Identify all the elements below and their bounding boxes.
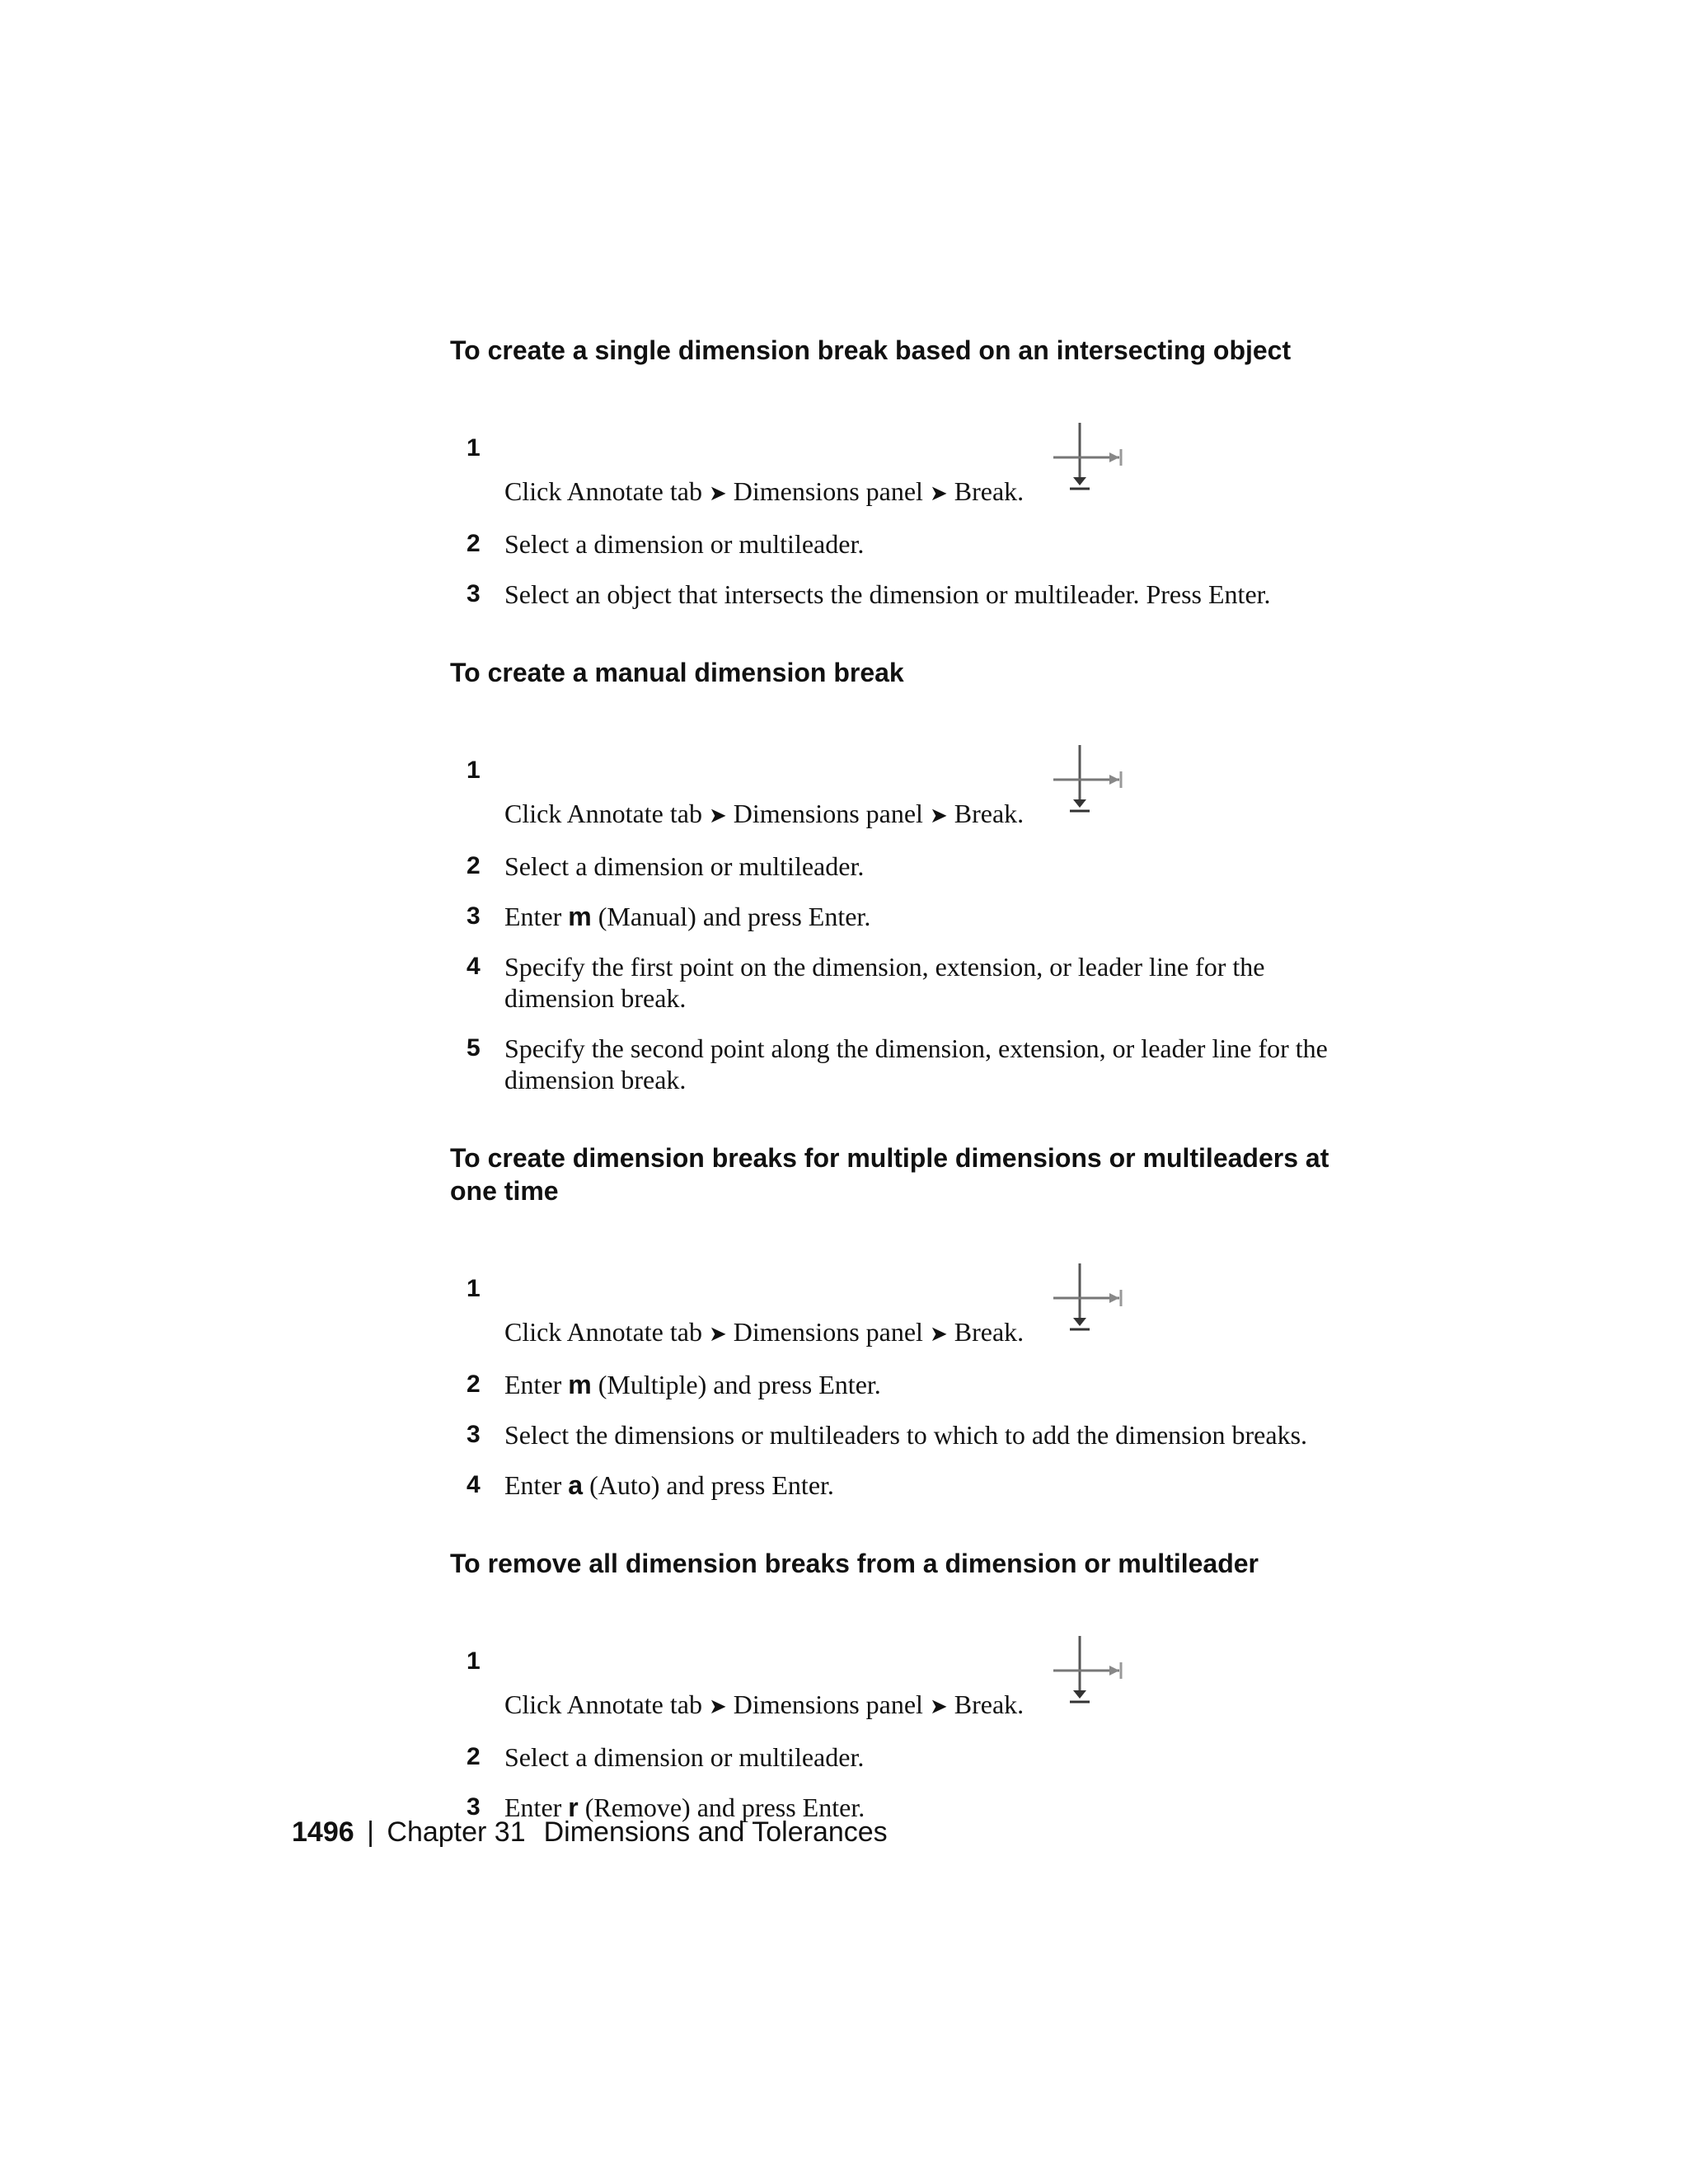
step-text: Specify the first point on the dimension, extension, or leader line for the dimension break.	[504, 952, 1265, 1013]
menu-arrow-icon: ➤	[708, 804, 727, 828]
footer-separator: |	[367, 1816, 374, 1848]
section-heading: To create dimension breaks for multiple dimensions or multileaders at one time	[450, 1143, 1329, 1206]
step-item	[450, 851, 1340, 882]
step-text: Specify the second point along the dimension, extension, or leader line for the dimension break.	[504, 1033, 1328, 1094]
step-text: Dimensions panel	[733, 1690, 923, 1719]
step-item	[450, 1646, 1340, 1722]
dimension-break-icon	[1050, 421, 1126, 494]
step-item	[450, 1369, 1340, 1400]
section-multiple-breaks	[450, 1141, 1340, 1501]
chapter-label: Chapter 31	[387, 1816, 526, 1848]
step-number: 1	[467, 757, 481, 784]
step-item	[450, 1469, 1340, 1501]
step-item	[450, 755, 1340, 832]
step-item	[450, 1741, 1340, 1773]
menu-arrow-icon: ➤	[929, 1322, 948, 1347]
section-manual-break	[450, 656, 1340, 1095]
step-item	[450, 901, 1340, 932]
step-number: 4	[467, 1471, 481, 1498]
step-number: 2	[467, 1743, 481, 1770]
section-remove-breaks	[450, 1547, 1340, 1823]
step-number: 5	[467, 1034, 481, 1062]
section-heading: To create a manual dimension break	[450, 658, 904, 687]
step-item	[450, 1419, 1340, 1451]
step-text: Enter	[504, 902, 562, 931]
step-text: Break.	[954, 799, 1025, 828]
dimension-break-icon	[1050, 743, 1126, 816]
step-text: Click Annotate tab	[504, 799, 702, 828]
step-item	[450, 1273, 1340, 1350]
step-text: (Manual) and press Enter.	[598, 902, 871, 931]
menu-arrow-icon: ➤	[929, 804, 948, 828]
step-list	[450, 433, 1340, 610]
step-number: 2	[467, 852, 481, 879]
page-footer	[292, 1816, 888, 1849]
step-text: Dimensions panel	[733, 799, 923, 828]
page-content	[450, 334, 1340, 1823]
step-text: Break.	[954, 1317, 1025, 1347]
step-text: Enter	[504, 1793, 562, 1822]
dimension-break-icon	[1050, 1634, 1126, 1707]
step-number: 3	[467, 902, 481, 930]
step-number: 3	[467, 1793, 481, 1821]
step-text: Click Annotate tab	[504, 1317, 702, 1347]
step-list	[450, 1273, 1340, 1501]
step-list	[450, 755, 1340, 1095]
step-text: Select a dimension or multileader.	[504, 529, 865, 559]
menu-arrow-icon: ➤	[708, 1322, 727, 1347]
step-text: (Multiple) and press Enter.	[598, 1370, 881, 1399]
page-number: 1496	[292, 1816, 354, 1848]
step-number: 4	[467, 953, 481, 980]
step-text: Select a dimension or multileader.	[504, 1742, 865, 1772]
step-text: Break.	[954, 476, 1025, 506]
step-text: Select an object that intersects the dimension or multileader. Press Enter.	[504, 579, 1271, 609]
step-number: 2	[467, 1371, 481, 1398]
step-list	[450, 1646, 1340, 1823]
step-text: (Auto) and press Enter.	[589, 1470, 834, 1500]
menu-arrow-icon: ➤	[929, 481, 948, 506]
command-key: a	[568, 1470, 584, 1500]
step-item	[450, 579, 1340, 610]
menu-arrow-icon: ➤	[708, 481, 727, 506]
step-text: Enter	[504, 1370, 562, 1399]
chapter-title: Dimensions and Tolerances	[543, 1816, 888, 1848]
section-heading: To remove all dimension breaks from a dimension or multileader	[450, 1549, 1259, 1578]
step-item	[450, 951, 1340, 1014]
menu-arrow-icon: ➤	[929, 1694, 948, 1719]
dimension-break-icon	[1050, 1262, 1126, 1334]
step-item	[450, 1033, 1340, 1095]
step-item	[450, 433, 1340, 509]
step-number: 3	[467, 1421, 481, 1448]
step-text: Break.	[954, 1690, 1025, 1719]
step-text: (Remove) and press Enter.	[584, 1793, 865, 1822]
command-key: m	[568, 902, 592, 931]
step-number: 3	[467, 580, 481, 607]
step-text: Dimensions panel	[733, 1317, 923, 1347]
step-text: Click Annotate tab	[504, 1690, 702, 1719]
step-number: 2	[467, 530, 481, 557]
command-key: r	[568, 1793, 579, 1822]
section-single-break	[450, 334, 1340, 610]
step-item	[450, 528, 1340, 560]
step-text: Dimensions panel	[733, 476, 923, 506]
command-key: m	[568, 1370, 592, 1399]
section-heading: To create a single dimension break based on an intersecting object	[450, 335, 1292, 365]
step-number: 1	[467, 1647, 481, 1675]
step-text: Select a dimension or multileader.	[504, 851, 865, 881]
step-text: Enter	[504, 1470, 562, 1500]
step-text: Click Annotate tab	[504, 476, 702, 506]
menu-arrow-icon: ➤	[708, 1694, 727, 1719]
step-text: Select the dimensions or multileaders to which to add the dimension breaks.	[504, 1420, 1308, 1450]
step-number: 1	[467, 1275, 481, 1302]
step-number: 1	[467, 434, 481, 462]
